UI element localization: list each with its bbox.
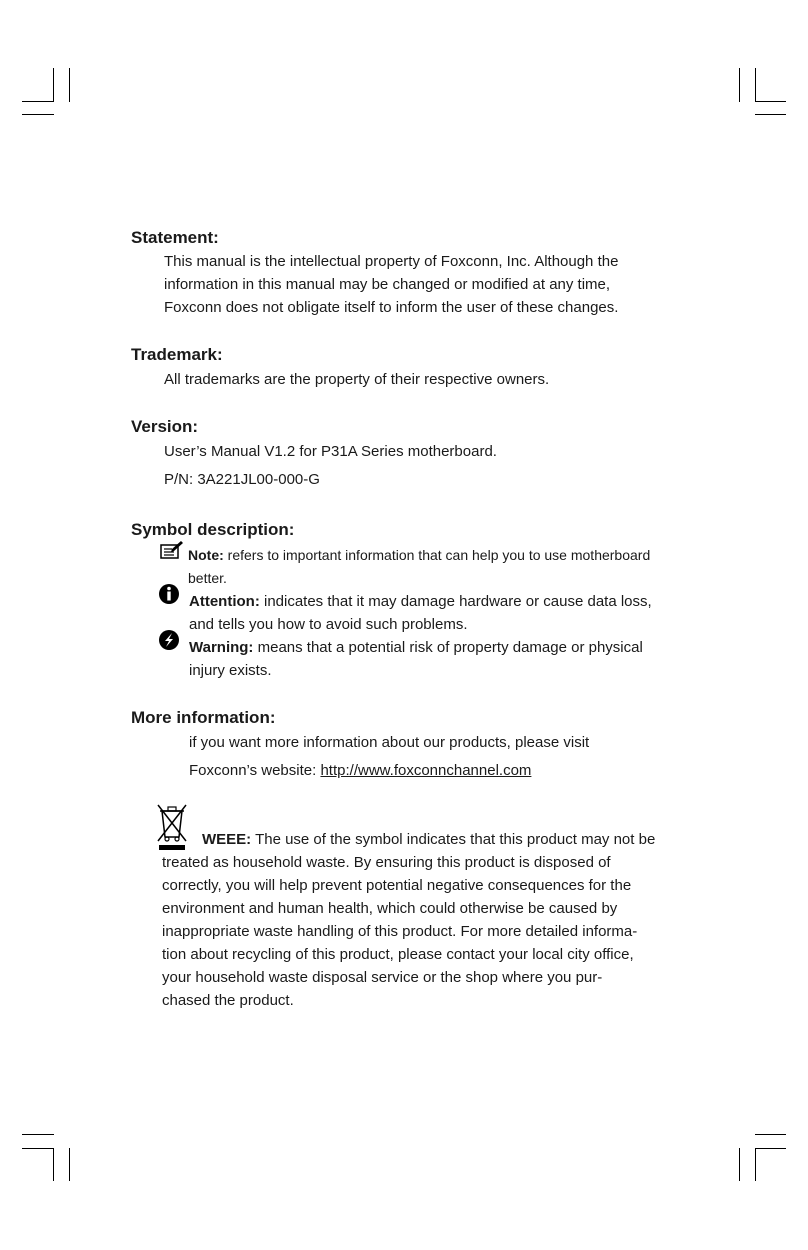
attention-label: Attention: [189,593,260,610]
trademark-heading: Trademark: [131,345,223,364]
crop-mark [755,114,786,115]
weee-line: treated as household waste. By ensuring this product is disposed of [162,854,611,871]
crop-mark [22,114,54,115]
crop-mark [755,1148,756,1181]
crop-mark [755,68,756,102]
note-line-continued: better. [188,570,227,586]
statement-line: information in this manual may be changed or modified at any time, [164,276,611,293]
weee-line: your household waste disposal service or the shop where you pur- [162,969,603,986]
note-line [188,546,650,564]
attention-text: indicates that it may damage hardware or cause data loss, [259,593,652,610]
part-number: P/N: 3A221JL00-000-G [164,471,320,488]
weee-line: tion about recycling of this product, please contact your local city office, [162,946,634,963]
website-label: Foxconn’s website: [189,762,321,779]
attention-line-continued: and tells you how to avoid such problems. [189,616,468,633]
crop-mark [22,101,54,102]
statement-line: Foxconn does not obligate itself to inform the user of these changes. [164,299,619,316]
weee-line: chased the product. [162,992,294,1009]
warning-label: Warning: [189,639,254,656]
crop-mark [755,101,786,102]
weee-text: The use of the symbol indicates that this product may not be [251,831,656,848]
crop-mark [739,1148,740,1181]
crop-mark [22,1134,54,1135]
more-info-line: if you want more information about our products, please visit [189,734,590,751]
attention-line [189,593,652,611]
warning-line [189,639,643,657]
weee-line: environment and human health, which could otherwise be caused by [162,900,618,917]
statement-line: This manual is the intellectual property of Foxconn, Inc. Although the [164,253,619,270]
symbol-description-heading: Symbol description: [131,520,295,539]
weee-bin-icon [156,803,188,851]
weee-line: correctly, you will help prevent potential negative consequences for the [162,877,632,894]
crop-mark [69,68,70,102]
crop-mark [69,1148,70,1181]
version-heading: Version: [131,417,199,436]
more-information-heading: More information: [131,708,276,727]
note-text: refers to important information that can help you to use motherboard [223,547,651,563]
note-icon [160,540,184,560]
version-line: User’s Manual V1.2 for P31A Series motherboard. [164,443,497,460]
note-label: Note: [188,547,224,563]
website-line [189,762,531,780]
trademark-line: All trademarks are the property of their respective owners. [164,371,550,388]
weee-label: WEEE: [202,831,252,848]
crop-mark [22,1148,54,1149]
crop-mark [755,1134,786,1135]
crop-mark [53,1148,54,1181]
crop-mark [53,68,54,102]
warning-text: means that a potential risk of property damage or physical [253,639,643,656]
warning-icon [158,629,180,651]
statement-heading: Statement: [131,228,219,247]
weee-line: inappropriate waste handling of this product. For more detailed informa- [162,923,638,940]
crop-mark [739,68,740,102]
warning-line-continued: injury exists. [189,662,272,679]
weee-line [202,831,655,849]
crop-mark [755,1148,786,1149]
website-link[interactable]: http://www.foxconnchannel.com [320,762,532,779]
info-icon [158,583,180,605]
